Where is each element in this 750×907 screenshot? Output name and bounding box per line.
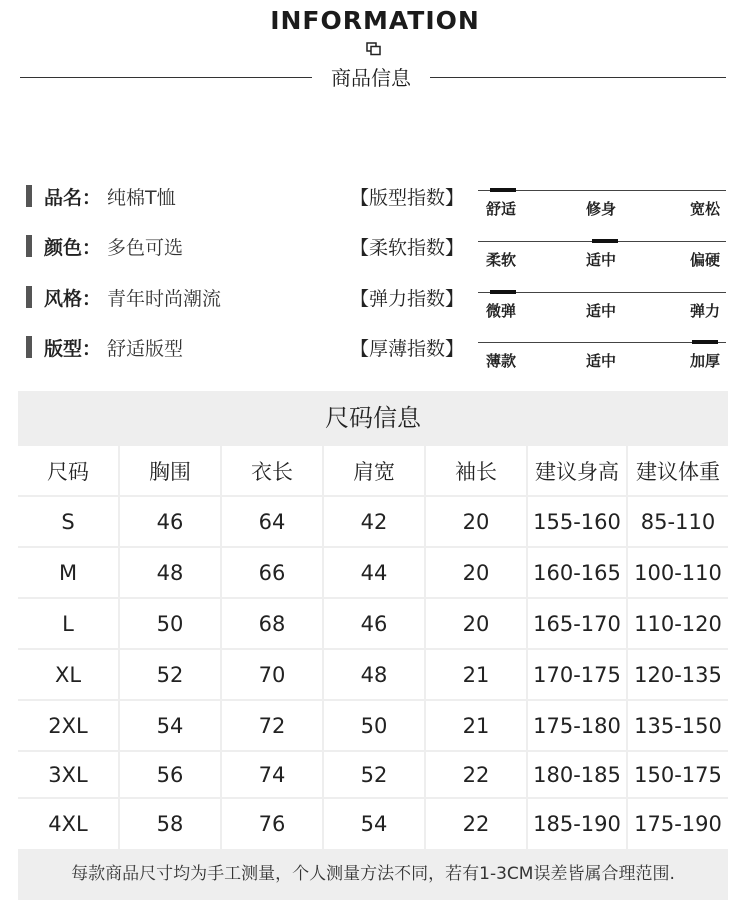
- table-cell: 68: [222, 599, 324, 650]
- table-cell: XL: [18, 650, 120, 701]
- table-cell: 20: [426, 599, 528, 650]
- size-table: [18, 446, 728, 851]
- table-cell: 46: [324, 599, 426, 650]
- index-scale-marker: [592, 239, 618, 243]
- index-scale: [478, 292, 726, 332]
- table-cell: 58: [120, 799, 222, 851]
- table-cell: 76: [222, 799, 324, 851]
- index-scale-high-label: 弹力: [689, 302, 720, 320]
- table-cell: 175-180: [528, 701, 628, 752]
- attribute-key: 风格: [44, 287, 83, 310]
- table-header-cell: 胸围: [120, 446, 222, 497]
- attribute-value: 纯棉T恤: [107, 186, 176, 209]
- index-scale-line: [478, 342, 726, 343]
- table-cell: 135-150: [628, 701, 728, 752]
- size-table-title: 尺码信息: [325, 404, 421, 432]
- index-scale-mid-label: 适中: [586, 251, 617, 269]
- index-scale-mid-label: 适中: [586, 302, 617, 320]
- title-divider-right: [430, 77, 726, 78]
- table-cell: 42: [324, 497, 426, 548]
- attribute-row: [26, 282, 221, 312]
- attribute-colon: ：: [82, 186, 102, 209]
- attribute-bullet: [26, 336, 32, 358]
- table-cell: 165-170: [528, 599, 628, 650]
- attribute-colon: ：: [82, 337, 102, 360]
- table-cell: 50: [324, 701, 426, 752]
- table-cell: 66: [222, 548, 324, 599]
- table-header-cell: 建议身高: [528, 446, 628, 497]
- index-scale-marker: [692, 340, 718, 344]
- table-cell: 150-175: [628, 752, 728, 799]
- table-row: [18, 650, 728, 701]
- table-header-cell: 建议体重: [628, 446, 728, 497]
- attribute-row: [26, 181, 176, 211]
- table-cell: 180-185: [528, 752, 628, 799]
- table-cell: 54: [324, 799, 426, 851]
- table-header-cell: 肩宽: [324, 446, 426, 497]
- table-cell: 21: [426, 701, 528, 752]
- table-cell: 2XL: [18, 701, 120, 752]
- table-cell: L: [18, 599, 120, 650]
- table-cell: 3XL: [18, 752, 120, 799]
- table-cell: 21: [426, 650, 528, 701]
- attribute-row: [26, 231, 183, 261]
- table-cell: 160-165: [528, 548, 628, 599]
- page-title-english: INFORMATION: [270, 6, 480, 35]
- index-scale-high-label: 加厚: [689, 352, 720, 370]
- attribute-key: 颜色: [44, 236, 83, 259]
- table-cell: 110-120: [628, 599, 728, 650]
- table-row: [18, 599, 728, 650]
- table-cell: 100-110: [628, 548, 728, 599]
- index-label: 【柔软指数】: [350, 236, 465, 259]
- page-title-chinese: 商品信息: [331, 66, 411, 90]
- attribute-bullet: [26, 235, 32, 257]
- table-cell: 52: [120, 650, 222, 701]
- table-row: [18, 548, 728, 599]
- size-info-panel: [18, 391, 728, 900]
- table-row: [18, 799, 728, 851]
- table-cell: 72: [222, 701, 324, 752]
- index-scale-low-label: 薄款: [486, 352, 517, 370]
- table-cell: 22: [426, 752, 528, 799]
- index-scale: [478, 342, 726, 382]
- table-cell: 46: [120, 497, 222, 548]
- title-divider-left: [20, 77, 312, 78]
- index-scale-marker: [490, 188, 516, 192]
- table-cell: 120-135: [628, 650, 728, 701]
- attribute-colon: ：: [82, 236, 102, 259]
- table-cell: 4XL: [18, 799, 120, 851]
- index-scale-high-label: 偏硬: [689, 251, 720, 269]
- table-cell: S: [18, 497, 120, 548]
- table-row: [18, 752, 728, 799]
- index-scale-mid-label: 修身: [586, 200, 617, 218]
- table-cell: 70: [222, 650, 324, 701]
- attribute-value: 青年时尚潮流: [107, 287, 222, 310]
- table-header-cell: 袖长: [426, 446, 528, 497]
- table-cell: M: [18, 548, 120, 599]
- attribute-key: 版型: [44, 337, 83, 360]
- attribute-value: 多色可选: [107, 236, 184, 259]
- table-header-cell: 衣长: [222, 446, 324, 497]
- table-row: [18, 497, 728, 548]
- table-cell: 20: [426, 497, 528, 548]
- table-cell: 48: [120, 548, 222, 599]
- index-scale-marker: [490, 290, 516, 294]
- size-table-note: 每款商品尺寸均为手工测量，个人测量方法不同，若有1-3CM误差皆属合理范围.: [71, 864, 675, 884]
- table-row: [18, 701, 728, 752]
- attribute-bullet: [26, 286, 32, 308]
- table-cell: 20: [426, 548, 528, 599]
- index-scale-low-label: 舒适: [486, 200, 517, 218]
- attribute-bullet: [26, 185, 32, 207]
- table-cell: 48: [324, 650, 426, 701]
- attribute-row: [26, 332, 183, 362]
- index-scale: [478, 241, 726, 281]
- index-label: 【版型指数】: [350, 186, 465, 209]
- index-scale-low-label: 柔软: [486, 251, 517, 269]
- table-cell: 56: [120, 752, 222, 799]
- index-scale-mid-label: 适中: [586, 352, 617, 370]
- index-label: 【厚薄指数】: [350, 337, 465, 360]
- table-cell: 44: [324, 548, 426, 599]
- attribute-colon: ：: [82, 287, 102, 310]
- index-scale: [478, 190, 726, 230]
- table-cell: 74: [222, 752, 324, 799]
- table-cell: 185-190: [528, 799, 628, 851]
- table-cell: 175-190: [628, 799, 728, 851]
- table-cell: 52: [324, 752, 426, 799]
- attribute-key: 品名: [44, 186, 83, 209]
- stacked-squares-icon: [366, 42, 382, 56]
- table-cell: 54: [120, 701, 222, 752]
- table-cell: 155-160: [528, 497, 628, 548]
- table-cell: 64: [222, 497, 324, 548]
- table-cell: 22: [426, 799, 528, 851]
- table-cell: 50: [120, 599, 222, 650]
- table-cell: 85-110: [628, 497, 728, 548]
- table-cell: 170-175: [528, 650, 628, 701]
- table-header-row: [18, 446, 728, 497]
- attribute-value: 舒适版型: [107, 337, 184, 360]
- index-scale-high-label: 宽松: [689, 200, 720, 218]
- index-label: 【弹力指数】: [350, 287, 465, 310]
- index-scale-low-label: 微弹: [486, 302, 517, 320]
- table-header-cell: 尺码: [18, 446, 120, 497]
